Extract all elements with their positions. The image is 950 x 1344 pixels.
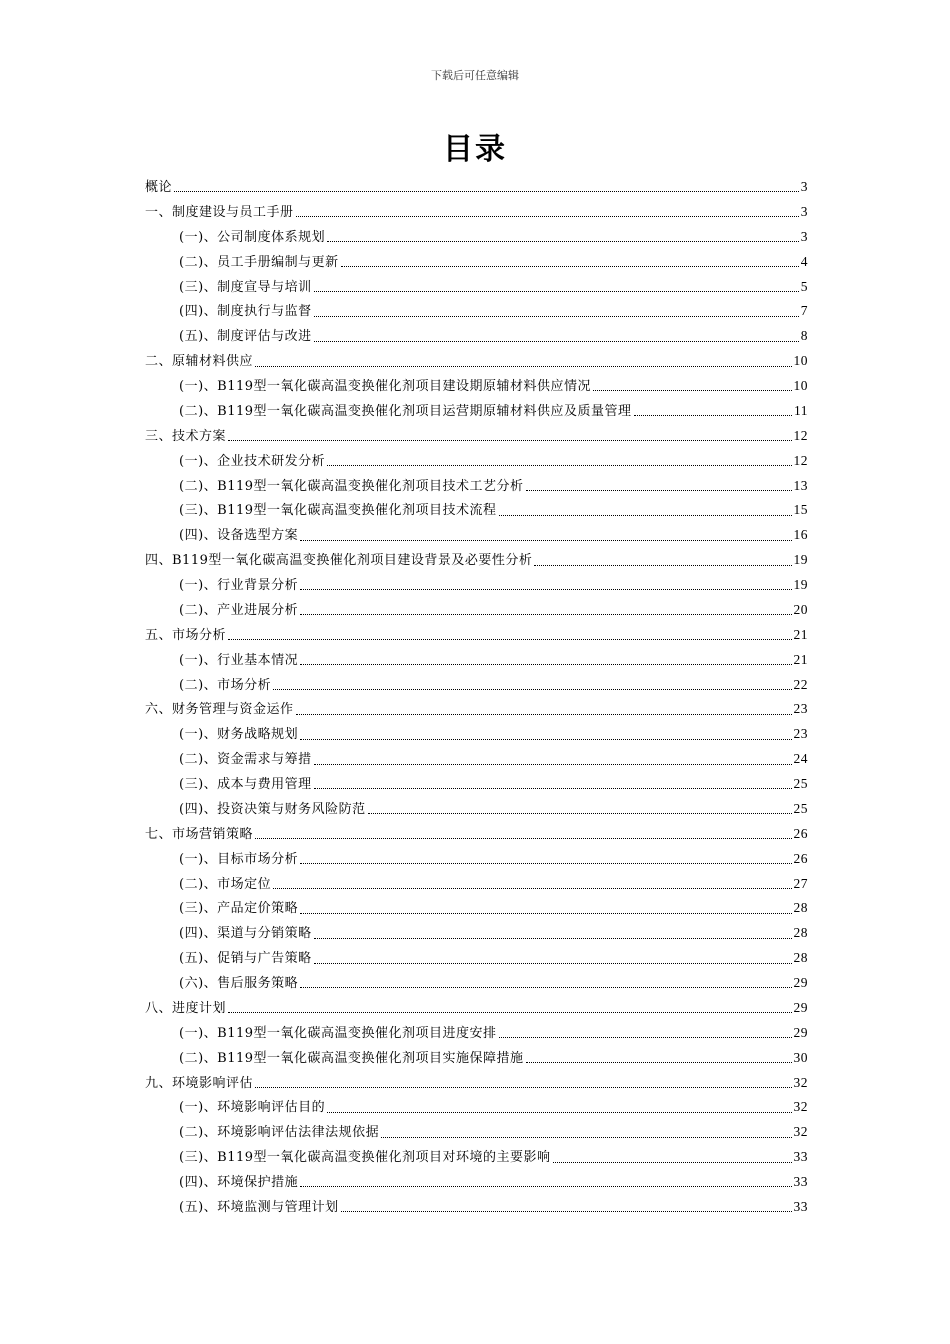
toc-entry-page-number: 28 [793, 925, 808, 941]
toc-entry-title: 七、市场营销策略 [145, 826, 254, 842]
toc-entry[interactable] [145, 921, 808, 946]
toc-dot-leader [593, 389, 791, 391]
toc-entry[interactable] [145, 772, 808, 797]
toc-entry-page-number: 16 [793, 527, 808, 543]
toc-entry-page-number: 29 [793, 999, 808, 1015]
toc-entry-title: (一)、财务战略规划 [179, 727, 299, 743]
toc-dot-leader [327, 464, 791, 466]
toc-entry[interactable] [145, 449, 808, 474]
toc-dot-leader [381, 1136, 791, 1138]
toc-entry-title: 六、财务管理与资金运作 [145, 702, 294, 718]
toc-entry[interactable] [145, 200, 808, 225]
toc-dot-leader [341, 1210, 792, 1212]
toc-entry-title: (一)、行业基本情况 [179, 652, 299, 668]
toc-dot-leader [300, 613, 791, 615]
toc-entry-page-number: 10 [793, 353, 808, 369]
toc-entry-page-number: 25 [793, 776, 808, 791]
toc-entry[interactable] [145, 1071, 808, 1096]
toc-entry-title: (二)、B119型一氧化碳高温变换催化剂项目运营期原辅材料供应及质量管理 [179, 403, 632, 419]
toc-entry-page-number: 21 [793, 651, 808, 667]
toc-entry-title: (三)、成本与费用管理 [179, 777, 312, 792]
toc-entry-page-number: 23 [793, 701, 808, 717]
toc-entry[interactable] [145, 1046, 808, 1071]
toc-entry-page-number: 4 [800, 253, 808, 269]
toc-entry[interactable] [145, 374, 808, 399]
toc-entry-page-number: 21 [793, 626, 808, 642]
toc-dot-leader [314, 315, 799, 317]
toc-dot-leader [368, 812, 792, 814]
toc-entry-title: 二、原辅材料供应 [145, 354, 254, 370]
toc-entry-page-number: 7 [800, 303, 808, 319]
toc-entry[interactable] [145, 797, 808, 822]
toc-entry[interactable] [145, 349, 808, 374]
toc-entry-title: (五)、环境监测与管理计划 [179, 1199, 339, 1215]
toc-dot-leader [314, 937, 792, 939]
toc-entry-title: (四)、环境保护措施 [179, 1175, 299, 1190]
toc-dot-leader [300, 986, 791, 988]
toc-entry[interactable] [145, 896, 808, 921]
toc-dot-leader [255, 837, 791, 839]
toc-entry[interactable] [145, 747, 808, 772]
toc-dot-leader [300, 588, 791, 590]
toc-dot-leader [534, 564, 791, 566]
page-title: 目录 [443, 132, 507, 167]
toc-entry[interactable] [145, 847, 808, 872]
toc-dot-leader [300, 539, 791, 541]
toc-entry-page-number: 32 [793, 1099, 808, 1115]
toc-entry-page-number: 3 [800, 228, 808, 244]
toc-entry-title: (三)、B119型一氧化碳高温变换催化剂项目技术流程 [179, 503, 497, 519]
toc-entry[interactable] [145, 175, 808, 200]
toc-entry-page-number: 3 [800, 203, 808, 219]
toc-entry-title: (四)、渠道与分销策略 [179, 926, 312, 942]
toc-dot-leader [327, 240, 799, 242]
toc-entry-title: (二)、市场分析 [179, 677, 272, 693]
toc-entry[interactable] [145, 673, 808, 698]
toc-entry-title: (一)、B119型一氧化碳高温变换催化剂项目进度安排 [179, 1025, 497, 1041]
toc-entry-page-number: 32 [793, 1124, 808, 1140]
toc-dot-leader [526, 489, 792, 491]
toc-entry-title: (一)、公司制度体系规划 [179, 229, 326, 245]
toc-entry-page-number: 26 [793, 850, 808, 866]
toc-entry-title: 八、进度计划 [145, 1000, 227, 1016]
toc-entry-title: (二)、产业进展分析 [179, 602, 299, 618]
toc-entry-title: (二)、员工手册编制与更新 [179, 254, 339, 270]
toc-entry-page-number: 19 [793, 552, 808, 568]
toc-dot-leader [255, 365, 791, 367]
toc-entry[interactable] [145, 697, 808, 722]
toc-entry[interactable] [145, 523, 808, 548]
toc-dot-leader [300, 912, 791, 914]
toc-dot-leader [300, 1185, 791, 1187]
toc-entry-title: 五、市场分析 [145, 627, 227, 643]
toc-dot-leader [255, 1086, 791, 1088]
toc-dot-leader [300, 738, 791, 740]
toc-entry-page-number: 23 [793, 726, 808, 742]
toc-entry[interactable] [145, 822, 808, 847]
toc-entry[interactable] [145, 1120, 808, 1145]
toc-entry[interactable] [145, 722, 808, 747]
toc-entry-page-number: 12 [793, 427, 808, 443]
toc-entry[interactable] [145, 648, 808, 673]
toc-entry[interactable] [145, 623, 808, 648]
toc-entry[interactable] [145, 1145, 808, 1170]
toc-dot-leader [553, 1161, 792, 1163]
toc-entry-title: (二)、B119型一氧化碳高温变换催化剂项目技术工艺分析 [179, 478, 524, 494]
toc-entry-page-number: 20 [793, 601, 808, 617]
toc-entry[interactable] [145, 971, 808, 996]
toc-entry-page-number: 26 [793, 825, 808, 841]
toc-entry-page-number: 30 [793, 1049, 808, 1065]
toc-dot-leader [314, 290, 799, 292]
toc-entry[interactable] [145, 1095, 808, 1120]
toc-entry-title: 九、环境影响评估 [145, 1075, 254, 1091]
toc-entry-title: (二)、市场定位 [179, 876, 272, 892]
toc-entry-page-number: 22 [793, 676, 808, 692]
toc-entry-page-number: 33 [793, 1198, 808, 1214]
toc-entry-title: (二)、环境影响评估法律法规依据 [179, 1125, 380, 1141]
toc-dot-leader [314, 763, 792, 765]
toc-dot-leader [314, 787, 792, 789]
toc-entry-title: (三)、产品定价策略 [179, 901, 299, 917]
toc-dot-leader [273, 887, 791, 889]
toc-entry-title: (四)、设备选型方案 [179, 528, 299, 544]
toc-dot-leader [174, 190, 799, 192]
toc-entry-page-number: 8 [800, 328, 808, 344]
toc-entry-page-number: 13 [793, 477, 808, 493]
toc-dot-leader [499, 514, 792, 516]
toc-entry[interactable] [145, 324, 808, 349]
toc-dot-leader [341, 265, 799, 267]
toc-entry[interactable] [145, 996, 808, 1021]
toc-dot-leader [228, 638, 791, 640]
toc-entry-page-number: 27 [793, 875, 808, 891]
toc-entry-title: (二)、资金需求与筹措 [179, 752, 312, 768]
toc-entry-page-number: 11 [794, 402, 808, 418]
toc-entry-page-number: 33 [793, 1149, 808, 1165]
toc-entry[interactable] [145, 250, 808, 275]
toc-dot-leader [228, 439, 791, 441]
toc-entry-page-number: 24 [793, 751, 808, 767]
toc-entry-page-number: 3 [800, 179, 808, 194]
toc-entry[interactable] [145, 573, 808, 598]
toc-entry[interactable] [145, 474, 808, 499]
toc-entry-title: (五)、促销与广告策略 [179, 951, 312, 967]
toc-dot-leader [526, 1061, 792, 1063]
toc-entry-title: (三)、制度宣导与培训 [179, 279, 312, 295]
toc-dot-leader [634, 414, 792, 416]
toc-entry[interactable] [145, 275, 808, 300]
toc-entry-page-number: 29 [793, 1024, 808, 1040]
toc-dot-leader [300, 862, 791, 864]
toc-entry[interactable] [145, 598, 808, 623]
toc-entry-title: (六)、售后服务策略 [179, 976, 299, 991]
toc-dot-leader [300, 663, 791, 665]
toc-entry-title: (四)、制度执行与监督 [179, 304, 312, 320]
toc-entry-page-number: 25 [793, 800, 808, 816]
toc-dot-leader [228, 1011, 791, 1013]
toc-dot-leader [314, 340, 799, 342]
toc-entry-title: (五)、制度评估与改进 [179, 329, 312, 345]
toc-dot-leader [499, 1036, 792, 1038]
toc-entry[interactable] [145, 399, 808, 424]
toc-entry-page-number: 28 [793, 900, 808, 916]
toc-entry-title: (三)、B119型一氧化碳高温变换催化剂项目对环境的主要影响 [179, 1150, 551, 1166]
toc-entry-page-number: 29 [793, 975, 808, 990]
toc-dot-leader [314, 962, 792, 964]
toc-entry-title: 四、B119型一氧化碳高温变换催化剂项目建设背景及必要性分析 [145, 553, 533, 569]
toc-entry-title: (一)、目标市场分析 [179, 851, 299, 867]
toc-entry-page-number: 15 [793, 502, 808, 518]
toc-entry-title: (一)、环境影响评估目的 [179, 1100, 326, 1116]
toc-dot-leader [273, 688, 791, 690]
toc-entry-page-number: 19 [793, 577, 808, 592]
toc-entry[interactable] [145, 548, 808, 573]
toc-entry-page-number: 10 [793, 378, 808, 393]
toc-entry[interactable] [145, 498, 808, 523]
toc-entry-title: (一)、B119型一氧化碳高温变换催化剂项目建设期原辅材料供应情况 [179, 379, 592, 394]
table-of-contents [145, 175, 808, 1220]
page-header-note: 下载后可任意编辑 [431, 69, 519, 82]
toc-dot-leader [327, 1111, 791, 1113]
toc-dot-leader [296, 713, 792, 715]
toc-entry-title: 概论 [145, 180, 173, 195]
toc-entry[interactable] [145, 946, 808, 971]
toc-entry-title: (四)、投资决策与财务风险防范 [179, 801, 366, 817]
toc-entry[interactable] [145, 299, 808, 324]
toc-entry[interactable] [145, 1170, 808, 1195]
toc-entry-title: 一、制度建设与员工手册 [145, 204, 294, 220]
toc-entry-page-number: 33 [793, 1174, 808, 1189]
toc-entry[interactable] [145, 1195, 808, 1220]
toc-entry-title: (一)、行业背景分析 [179, 578, 299, 593]
toc-entry[interactable] [145, 424, 808, 449]
toc-entry-page-number: 32 [793, 1074, 808, 1090]
toc-dot-leader [296, 215, 799, 217]
toc-entry-page-number: 28 [793, 950, 808, 966]
toc-entry-title: 三、技术方案 [145, 428, 227, 444]
toc-entry-title: (一)、企业技术研发分析 [179, 453, 326, 469]
toc-entry-page-number: 12 [793, 452, 808, 468]
toc-entry[interactable] [145, 225, 808, 250]
toc-entry-page-number: 5 [800, 278, 808, 294]
toc-entry-title: (二)、B119型一氧化碳高温变换催化剂项目实施保障措施 [179, 1050, 524, 1066]
toc-entry[interactable] [145, 872, 808, 897]
toc-entry[interactable] [145, 1021, 808, 1046]
